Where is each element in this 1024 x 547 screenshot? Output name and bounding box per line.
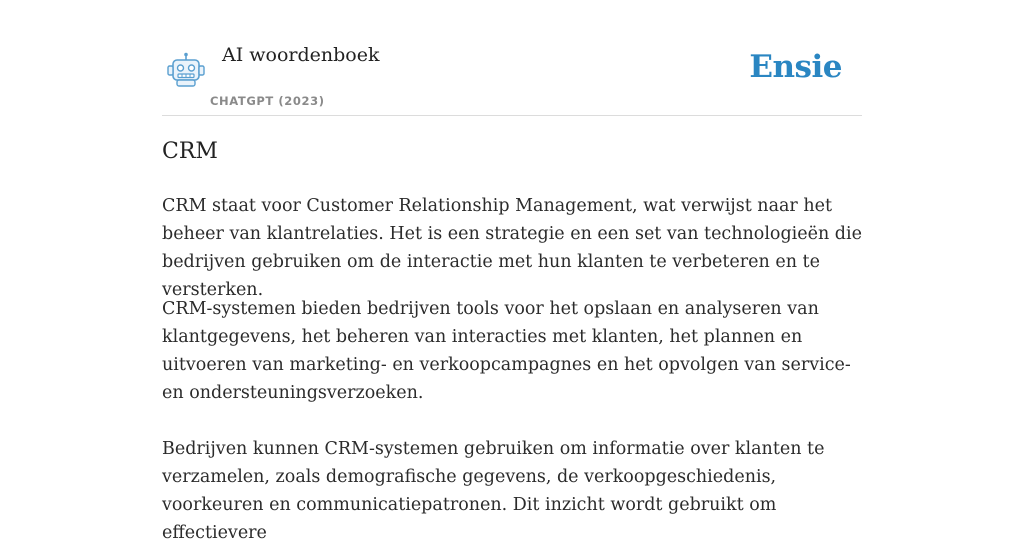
page — [162, 0, 862, 543]
dictionary-title[interactable]: AI woordenboek — [222, 44, 380, 66]
source-label: CHATGPT (2023) — [210, 94, 325, 108]
brand-logo[interactable]: Ensie — [749, 49, 842, 85]
definition-paragraph: CRM staat voor Customer Relationship Management, wat verwijst naar het beheer van klantrelaties. Het is een strategie en een set van technologieën die bedrijven gebruiken om de interactie met hun klanten te verbeteren en te versterken. — [162, 196, 862, 300]
header — [162, 0, 862, 116]
entry-term: CRM — [162, 139, 218, 164]
definition-paragraph: CRM-systemen bieden bedrijven tools voor het opslaan en analyseren van klantgegevens, het beheren van interacties met klanten, het plannen en uitvoeren van marketing- en verkoopcampagnes en het opvolgen van service- en ondersteuningsverzoeken. — [162, 299, 851, 403]
definition-paragraph: Bedrijven kunnen CRM-systemen gebruiken om informatie over klanten te verzamelen, zoals demografische gegevens, de verkoopgeschiedenis, voorkeuren en communicatiepatronen. Dit inzicht wordt gebruikt om effectievere — [162, 439, 825, 543]
robot-icon — [166, 52, 206, 88]
